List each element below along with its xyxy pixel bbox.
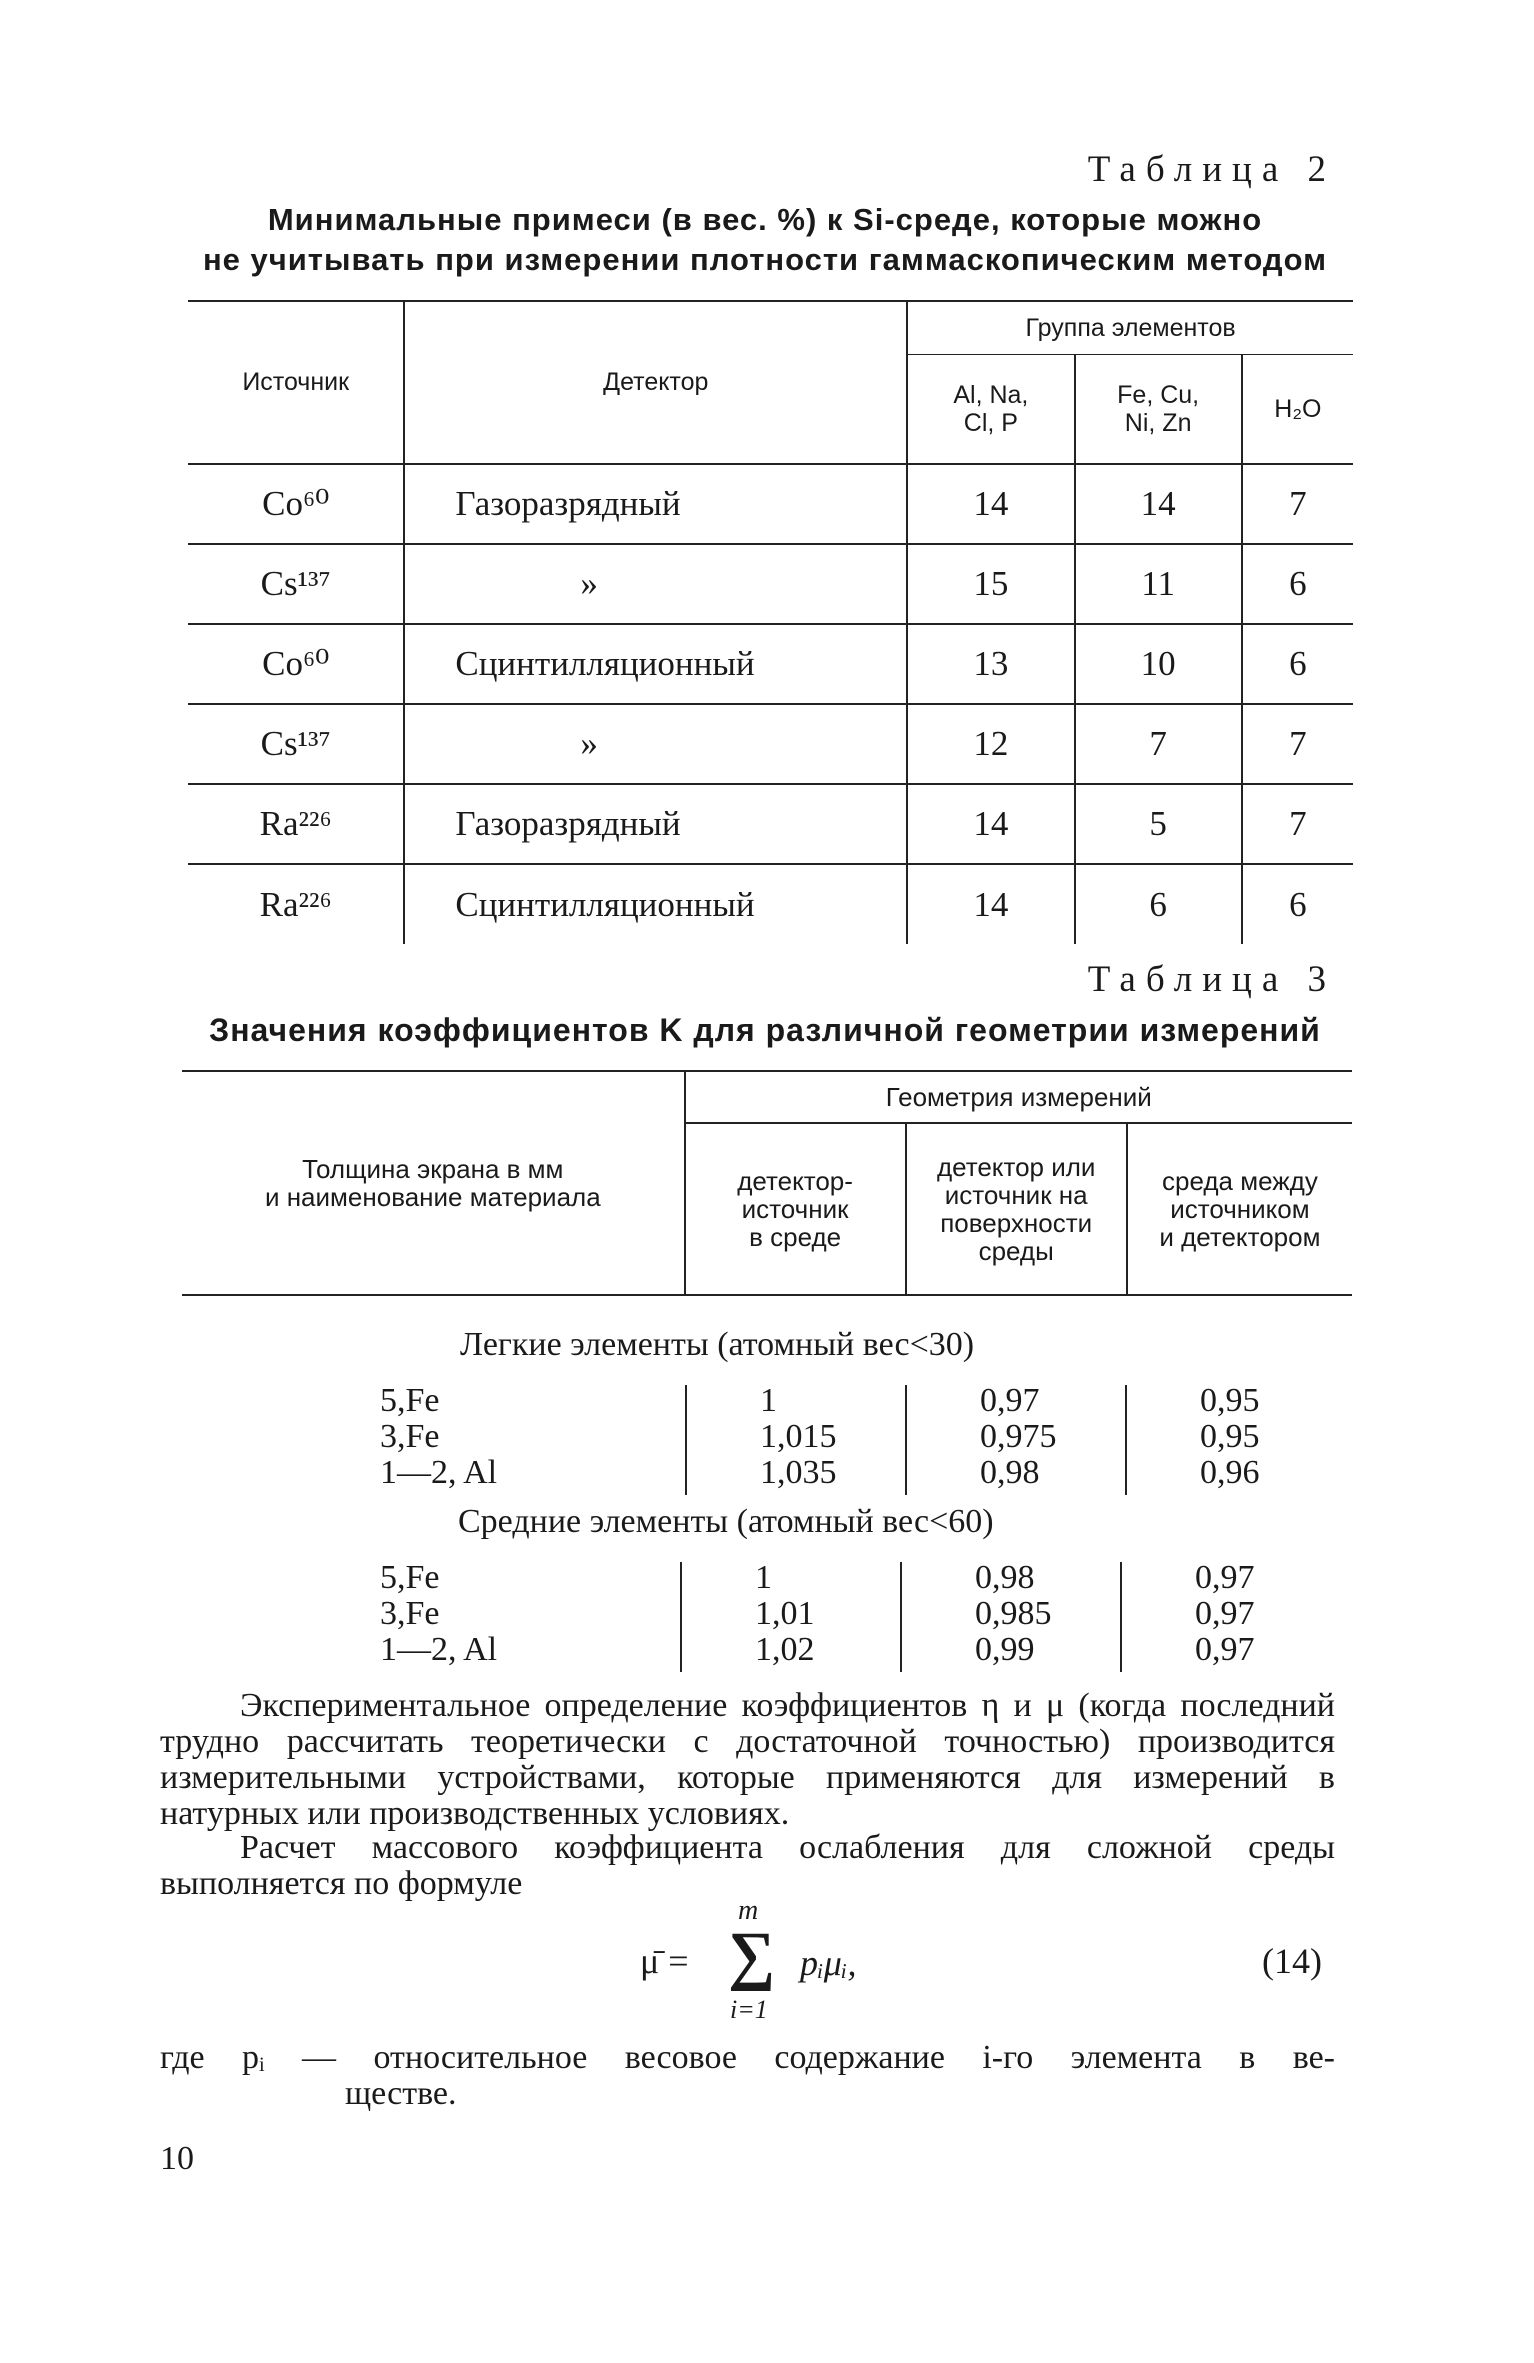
cell-source: Cs¹³⁷ — [188, 704, 404, 784]
table-row — [188, 464, 1353, 544]
header-group2-line2: Ni, Zn — [1124, 409, 1192, 437]
header-thickness-line2: и наименование материала — [264, 1182, 601, 1212]
cell-value: 7 — [1075, 704, 1242, 784]
cell-value: 12 — [907, 704, 1074, 784]
cell-source: Co⁶⁰ — [188, 464, 404, 544]
header-group1 — [907, 355, 1074, 465]
cell-source: Co⁶⁰ — [188, 624, 404, 704]
table-row — [188, 544, 1353, 624]
cell-source: Cs¹³⁷ — [188, 544, 404, 624]
cell-value: 11 — [1075, 544, 1242, 624]
column-divider — [685, 1385, 687, 1495]
column-divider — [1120, 1562, 1122, 1672]
header-col-in-medium — [685, 1123, 906, 1295]
cell-value: 0,96 — [1200, 1454, 1260, 1491]
section-medium-elements: Средние элементы (атомный вес<60) — [458, 1503, 994, 1540]
cell-value: 15 — [907, 544, 1074, 624]
header-line: среда между — [1162, 1166, 1318, 1196]
header-line: детектор- — [737, 1166, 853, 1196]
header-group1-line1: Al, Na, — [953, 381, 1029, 409]
header-group1-line2: Cl, P — [963, 409, 1018, 437]
header-col-on-surface — [906, 1123, 1127, 1295]
cell-value: 6 — [1242, 544, 1353, 624]
cell-value: 1,01 — [755, 1595, 815, 1632]
header-source: Источник — [242, 368, 350, 396]
table2-title-line1: Минимальные примеси (в вес. %) к Si-среде, которые можно — [267, 202, 1263, 237]
header-line: и детектором — [1159, 1222, 1321, 1252]
cell-detector: » — [404, 704, 907, 784]
cell-value: 0,99 — [975, 1631, 1035, 1668]
header-group: Группа элементов — [907, 301, 1353, 355]
cell-value: 6 — [1075, 864, 1242, 944]
cell-material: 5,Fe — [380, 1559, 440, 1596]
cell-value: 0,95 — [1200, 1382, 1260, 1419]
cell-detector: Сцинтилляционный — [404, 864, 907, 944]
cell-value: 10 — [1075, 624, 1242, 704]
cell-value: 0,97 — [1195, 1559, 1255, 1596]
cell-material: 3,Fe — [380, 1595, 440, 1632]
column-divider — [680, 1562, 682, 1672]
table3-title: Значения коэффициентов K для различной геометрии измерений — [209, 1012, 1321, 1048]
header-h2o: H₂O — [1242, 355, 1353, 465]
cell-value: 0,98 — [975, 1559, 1035, 1596]
header-thickness — [182, 1071, 685, 1295]
formula-explanation — [160, 2040, 1335, 2112]
table-row — [188, 624, 1353, 704]
table-row — [188, 704, 1353, 784]
table-row — [188, 864, 1353, 944]
cell-value: 0,98 — [980, 1454, 1040, 1491]
cell-value: 1,035 — [760, 1454, 837, 1491]
cell-source: Ra²²⁶ — [188, 784, 404, 864]
header-line: источник — [741, 1194, 849, 1224]
formula-lower-limit: i=1 — [730, 1995, 768, 2024]
cell-value: 14 — [907, 784, 1074, 864]
cell-value: 5 — [1075, 784, 1242, 864]
cell-value: 0,985 — [975, 1595, 1052, 1632]
table-row — [188, 784, 1353, 864]
cell-material: 3,Fe — [380, 1418, 440, 1455]
header-line: среды — [978, 1236, 1054, 1266]
cell-value: 14 — [1075, 464, 1242, 544]
formula-lhs: μ̄ = — [640, 1941, 689, 1981]
cell-value: 6 — [1242, 864, 1353, 944]
column-divider — [1125, 1385, 1127, 1495]
cell-value: 1 — [755, 1559, 772, 1596]
cell-value: 14 — [907, 464, 1074, 544]
explanation-line2: ществе. — [345, 2075, 457, 2112]
formula-body: pᵢμᵢ, — [800, 1943, 857, 1983]
header-geometry: Геометрия измерений — [685, 1071, 1352, 1123]
header-group2-line1: Fe, Cu, — [1117, 381, 1200, 409]
cell-value: 13 — [907, 624, 1074, 704]
header-line: источник на — [944, 1180, 1088, 1210]
header-line: источником — [1170, 1194, 1310, 1224]
header-col-between — [1127, 1123, 1352, 1295]
cell-detector: Сцинтилляционный — [404, 624, 907, 704]
cell-source: Ra²²⁶ — [188, 864, 404, 944]
table2-title-line2: не учитывать при измерении плотности гаммаскопическим методом — [202, 242, 1328, 277]
cell-value: 7 — [1242, 464, 1353, 544]
cell-value: 0,97 — [1195, 1595, 1255, 1632]
section-light-elements: Легкие элементы (атомный вес<30) — [460, 1326, 975, 1363]
header-line: поверхности — [940, 1208, 1093, 1238]
formula-sum-sign: ∑ — [728, 1919, 776, 1992]
cell-detector: » — [404, 544, 907, 624]
header-line: детектор или — [936, 1152, 1096, 1182]
table2 — [188, 300, 1353, 944]
cell-detector: Газоразрядный — [404, 784, 907, 864]
table2-title — [190, 200, 1340, 280]
cell-value: 1 — [760, 1382, 777, 1419]
cell-material: 1—2, Al — [380, 1454, 498, 1491]
header-detector: Детектор — [404, 301, 907, 464]
cell-value: 0,97 — [980, 1382, 1040, 1419]
column-divider — [905, 1385, 907, 1495]
column-divider — [900, 1562, 902, 1672]
table2-caption: Таблица 2 — [1087, 149, 1336, 190]
cell-value: 0,95 — [1200, 1418, 1260, 1455]
table3-header — [182, 1070, 1352, 1296]
formula-upper-limit: m — [738, 1895, 759, 1926]
header-thickness-line1: Толщина экрана в мм — [302, 1154, 564, 1184]
cell-value: 7 — [1242, 704, 1353, 784]
cell-value: 0,97 — [1195, 1631, 1255, 1668]
formula-number: (14) — [1262, 1941, 1322, 1981]
explanation-line1: где pᵢ — относительное весовое содержание i-го элемента в ве- — [160, 2039, 1335, 2076]
table3-caption: Таблица 3 — [1087, 959, 1336, 1000]
paragraph-experimental: Экспериментальное определение коэффициентов η и μ (когда последний трудно рассчитать теоретически с достаточной точностью) производится измерительными устройствами, которые применяются для измерений в натурных или производственных условиях. — [160, 1687, 1335, 1832]
cell-material: 5,Fe — [380, 1382, 440, 1419]
cell-value: 6 — [1242, 624, 1353, 704]
cell-value: 14 — [907, 864, 1074, 944]
page-number: 10 — [160, 2140, 194, 2177]
header-group2 — [1075, 355, 1242, 465]
cell-detector: Газоразрядный — [404, 464, 907, 544]
header-line: в среде — [749, 1222, 842, 1252]
cell-value: 0,975 — [980, 1418, 1057, 1455]
paragraph-calculation: Расчет массового коэффициента ослабления для сложной среды выполняется по формуле — [160, 1829, 1335, 1902]
cell-material: 1—2, Al — [380, 1631, 498, 1668]
cell-value: 7 — [1242, 784, 1353, 864]
cell-value: 1,015 — [760, 1418, 837, 1455]
cell-value: 1,02 — [755, 1631, 815, 1668]
